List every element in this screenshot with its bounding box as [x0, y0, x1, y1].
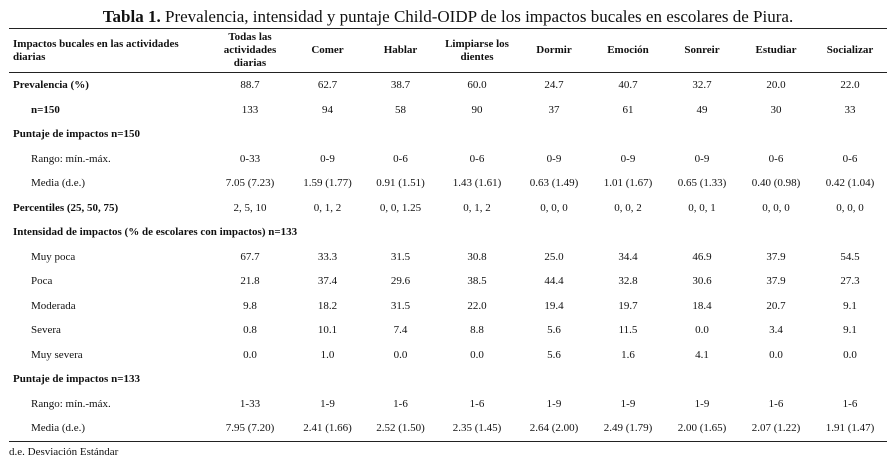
header-cell: Todas las actividades diarias	[223, 31, 277, 69]
table-cell: 0.63 (1.49)	[529, 177, 579, 190]
table-cell: 2.07 (1.22)	[751, 422, 801, 435]
table-cell: 3.4	[769, 324, 783, 337]
header-cell: Impactos bucales en las actividades diarias	[13, 37, 179, 63]
table-cell: 61	[622, 103, 634, 116]
table-cell: 2.00 (1.65)	[677, 422, 727, 435]
table-footnote: d.e. Desviación Estándar	[9, 445, 119, 458]
table-cell: 0.0	[470, 348, 484, 361]
table-cell: 0.0	[769, 348, 783, 361]
table-cell: 94	[322, 103, 333, 116]
table-cell: 8.8	[470, 324, 484, 337]
table-cell: 0.42 (1.04)	[825, 177, 875, 190]
table-cell: 37.9	[766, 250, 786, 263]
table-row	[9, 343, 887, 368]
table-cell: 0.40 (0.98)	[751, 177, 801, 190]
row-label: Percentiles (25, 50, 75)	[13, 201, 119, 214]
table-cell: 20.7	[766, 299, 786, 312]
table-cell: 5.6	[547, 324, 561, 337]
table-cell: 1.6	[621, 348, 635, 361]
table-row	[9, 318, 887, 343]
table-cell: 21.8	[240, 275, 260, 288]
table-row	[9, 98, 887, 123]
table-cell: 33.3	[317, 250, 338, 263]
row-label: Media (d.e.)	[31, 177, 86, 190]
header-cell: Comer	[311, 44, 344, 56]
table-cell: 90	[471, 103, 483, 116]
table-cell: 0, 1, 2	[313, 201, 342, 214]
table-cell: 1.91 (1.47)	[825, 422, 875, 435]
table-cell: 38.5	[467, 275, 487, 288]
table-cell: 60.0	[467, 79, 487, 92]
table-row	[9, 171, 887, 196]
table-cell: 1-6	[469, 397, 485, 410]
table-cell: 67.7	[240, 250, 260, 263]
row-label: Poca	[31, 275, 53, 288]
table-cell: 4.1	[695, 348, 709, 361]
table-caption-label: Tabla 1.	[102, 7, 161, 26]
section-row	[9, 122, 887, 147]
table-cell: 1-6	[393, 397, 408, 410]
table-cell: 44.4	[544, 275, 564, 288]
table-cell: 58	[395, 103, 406, 116]
table-cell: 31.5	[390, 250, 411, 263]
table-cell: 62.7	[317, 79, 338, 92]
table-cell: 0-9	[620, 152, 636, 165]
table-cell: 20.0	[766, 79, 786, 92]
table-row	[9, 269, 887, 294]
table-cell: 37.4	[317, 275, 338, 288]
table-cell: 40.7	[618, 79, 638, 92]
table-caption-text: Prevalencia, intensidad y puntaje Child-OIDP de los impactos bucales en escolares de Piura.	[160, 7, 794, 26]
table-cell: 0.0	[393, 348, 408, 361]
table-cell: 2.35 (1.45)	[452, 422, 502, 435]
table-cell: 19.4	[544, 299, 564, 312]
row-label: Severa	[31, 324, 61, 337]
table-cell: 1-6	[842, 397, 858, 410]
table-cell: 1-9	[694, 397, 710, 410]
table-cell: 0, 0, 0	[762, 201, 790, 214]
table-cell: 9.1	[843, 324, 857, 337]
row-label: Moderada	[31, 299, 76, 312]
table-cell: 0-6	[469, 152, 485, 165]
table-cell: 133	[241, 103, 259, 116]
table-row	[9, 416, 887, 441]
table-row	[9, 147, 887, 172]
table-cell: 1.59 (1.77)	[303, 177, 352, 190]
table-cell: 30.8	[467, 250, 487, 263]
table-cell: 1.01 (1.67)	[603, 177, 653, 190]
table-cell: 54.5	[840, 250, 860, 263]
section-row	[9, 367, 887, 392]
table-cell: 1-9	[546, 397, 562, 410]
table-cell: 2.41 (1.66)	[303, 422, 352, 435]
table-row	[9, 392, 887, 417]
row-label: Rango: mín.-máx.	[31, 397, 111, 410]
table-row	[9, 73, 887, 98]
table-cell: 31.5	[390, 299, 411, 312]
row-label: Prevalencia (%)	[13, 79, 89, 92]
table-cell: 2.49 (1.79)	[603, 422, 653, 435]
table-cell: 9.8	[243, 299, 257, 312]
table-cell: 0, 0, 1	[688, 201, 716, 214]
header-row	[9, 29, 887, 73]
table-cell: 0-6	[393, 152, 408, 165]
table-cell: 0-9	[546, 152, 562, 165]
table-cell: 18.2	[317, 299, 338, 312]
table-cell: 25.0	[544, 250, 564, 263]
section-title: Puntaje de impactos n=133	[13, 373, 140, 386]
table-cell: 5.6	[547, 348, 561, 361]
table-cell: 37.9	[766, 275, 786, 288]
table-cell: 1-9	[320, 397, 335, 410]
table-cell: 2, 5, 10	[233, 201, 267, 214]
table-cell: 11.5	[618, 324, 638, 337]
table-cell: 27.3	[840, 275, 860, 288]
row-label: Media (d.e.)	[31, 422, 86, 435]
table-cell: 30	[770, 103, 782, 116]
table-cell: 7.4	[393, 324, 408, 337]
table-cell: 0.0	[843, 348, 857, 361]
results-table	[9, 28, 887, 442]
row-label: n=150	[31, 103, 60, 116]
table-row	[9, 196, 887, 221]
row-label: Muy severa	[31, 348, 83, 361]
table-cell: 0.0	[243, 348, 257, 361]
table-cell: 0.91 (1.51)	[376, 177, 425, 190]
table-cell: 49	[696, 103, 708, 116]
section-title: Intensidad de impactos (% de escolares con impactos) n=133	[13, 226, 298, 239]
table-cell: 0, 0, 0	[836, 201, 864, 214]
header-cell: Sonreir	[684, 44, 720, 56]
table-cell: 1-9	[620, 397, 636, 410]
table-cell: 22.0	[840, 79, 860, 92]
header-cell: Dormir	[536, 44, 572, 56]
table-cell: 10.1	[317, 324, 338, 337]
table-cell: 0, 1, 2	[463, 201, 491, 214]
header-cell: Emoción	[607, 44, 649, 56]
section-row	[9, 220, 887, 245]
table-cell: 0, 0, 2	[614, 201, 642, 214]
table-cell: 2.64 (2.00)	[529, 422, 579, 435]
table-cell: 0, 0, 1.25	[379, 201, 422, 214]
row-label: Rango: mín.-máx.	[31, 152, 111, 165]
table-cell: 24.7	[544, 79, 564, 92]
table-cell: 0-33	[239, 152, 261, 165]
table-cell: 2.52 (1.50)	[376, 422, 425, 435]
table-cell: 0-6	[768, 152, 784, 165]
table-caption	[0, 0, 896, 28]
header-cell: Socializar	[826, 44, 874, 56]
table-cell: 18.4	[692, 299, 712, 312]
table-cell: 1.0	[320, 348, 335, 361]
table-cell: 1-6	[768, 397, 784, 410]
table-cell: 46.9	[692, 250, 712, 263]
table-row	[9, 245, 887, 270]
table-cell: 7.05 (7.23)	[225, 177, 275, 190]
table-cell: 7.95 (7.20)	[225, 422, 275, 435]
table-cell: 0-9	[320, 152, 335, 165]
table-row	[9, 294, 887, 319]
table-cell: 29.6	[390, 275, 411, 288]
table-cell: 0.0	[695, 324, 709, 337]
header-cell: Limpiarse los dientes	[445, 37, 509, 63]
table-cell: 33	[844, 103, 856, 116]
table-cell: 0.8	[243, 324, 257, 337]
table-cell: 19.7	[618, 299, 638, 312]
table-cell: 38.7	[390, 79, 411, 92]
table-cell: 30.6	[692, 275, 712, 288]
table-cell: 9.1	[843, 299, 857, 312]
row-label: Muy poca	[31, 250, 76, 263]
table-cell: 22.0	[467, 299, 487, 312]
table-cell: 32.7	[692, 79, 712, 92]
table-cell: 0-6	[842, 152, 858, 165]
table-cell: 32.8	[618, 275, 638, 288]
table-cell: 0-9	[694, 152, 710, 165]
header-cell: Hablar	[383, 44, 418, 56]
table-cell: 0.65 (1.33)	[677, 177, 727, 190]
table-cell: 0, 0, 0	[540, 201, 568, 214]
section-title: Puntaje de impactos n=150	[13, 128, 140, 141]
header-cell: Estudiar	[755, 44, 797, 56]
table-cell: 37	[548, 103, 560, 116]
table-cell: 88.7	[240, 79, 260, 92]
table-cell: 34.4	[618, 250, 638, 263]
table-cell: 1.43 (1.61)	[452, 177, 502, 190]
table-cell: 1-33	[239, 397, 261, 410]
